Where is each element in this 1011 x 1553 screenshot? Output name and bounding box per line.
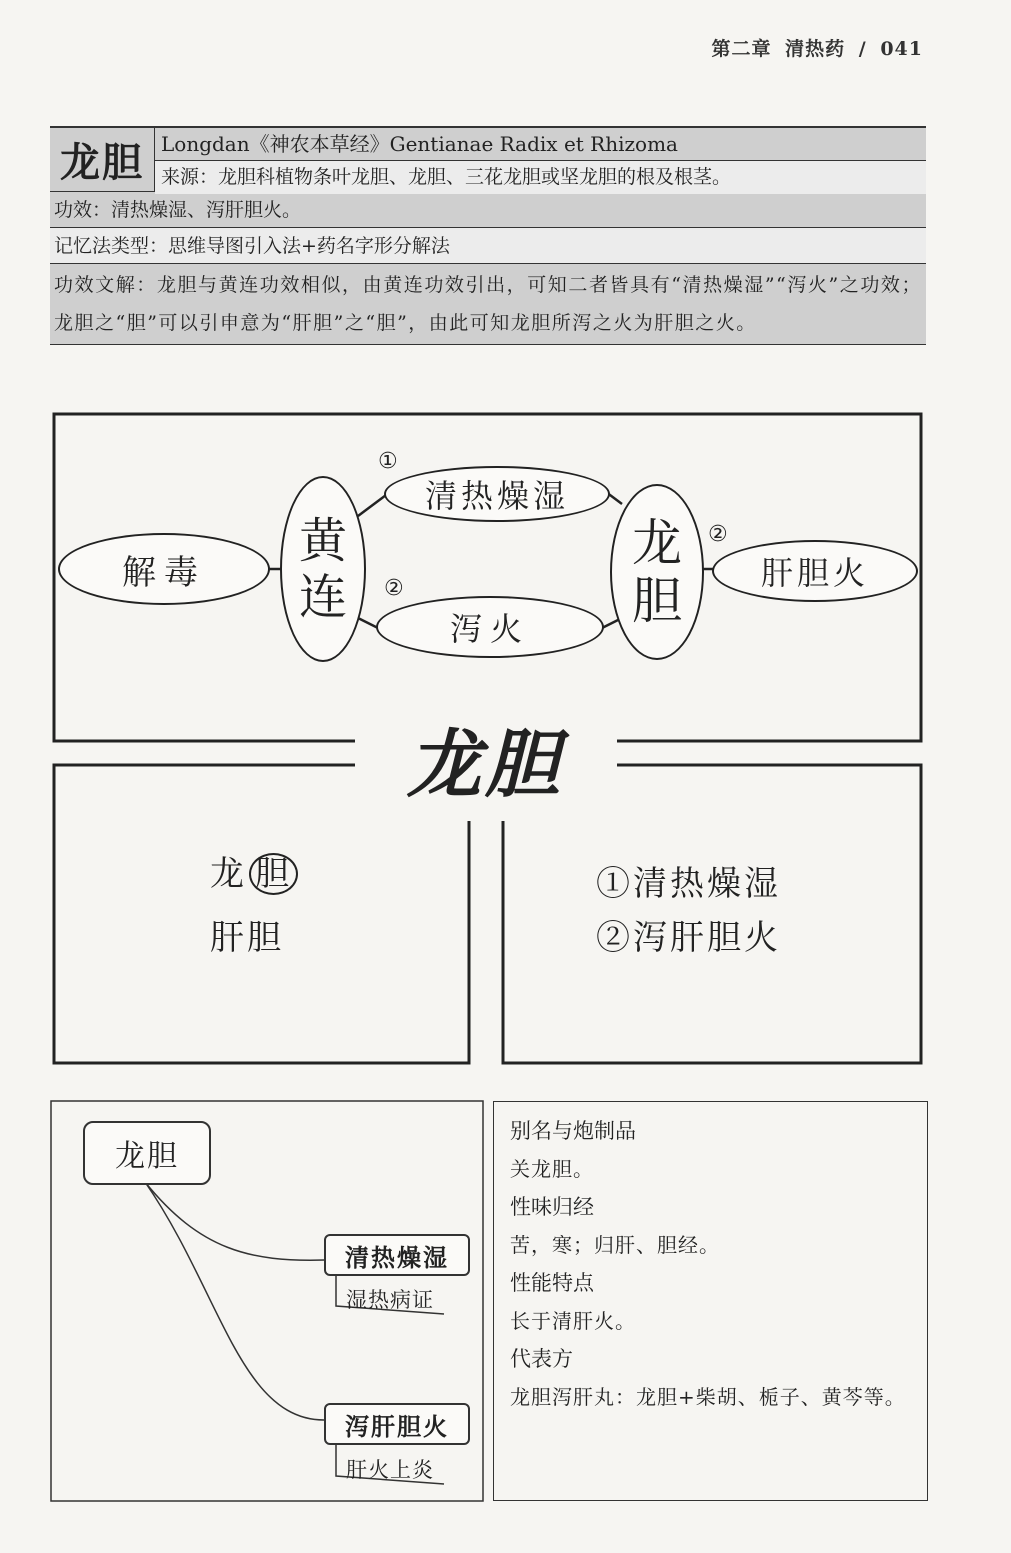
num-top: ① <box>378 449 398 474</box>
herb-name: 龙胆 <box>50 128 155 191</box>
efficacy-row: 功效：清热燥湿、泻肝胆火。 <box>50 192 926 228</box>
section-label: 清热药 <box>785 38 846 60</box>
formula-heading: 代表方 <box>510 1347 573 1371</box>
chapter-label: 第二章 <box>711 38 772 60</box>
node-ganfdanhuo: 肝胆火 <box>712 540 918 602</box>
taste-heading: 性味归经 <box>510 1195 594 1219</box>
latin-name-line: Longdan《神农本草经》Gentianae Radix et Rhizoma <box>155 128 926 161</box>
page-number: 041 <box>880 38 923 60</box>
tree-root: 龙胆 <box>83 1121 211 1185</box>
node-huanglian <box>280 476 366 662</box>
header-separator: / <box>858 38 867 60</box>
function-line-1: ①清热燥湿 <box>596 864 781 904</box>
feature-text: 长于清肝火。 <box>510 1309 636 1333</box>
explanation-row: 功效文解：龙胆与黄连功效相似，由黄连功效引出，可知二者皆具有“清热燥湿”“泻火”之功效；龙胆之“胆”可以引申意为“肝胆”之“胆”，由此可知龙胆所泻之火为肝胆之火。 <box>50 264 926 345</box>
tree-branch-1-sub: 湿热病证 <box>346 1288 434 1312</box>
node-huanglian-char2: 连 <box>298 569 347 625</box>
node-longdan <box>610 484 704 660</box>
alias-heading: 别名与炮制品 <box>510 1119 636 1143</box>
node-jiedu: 解毒 <box>58 533 270 605</box>
node-longdan-char2: 胆 <box>632 572 682 630</box>
alias-text: 关龙胆。 <box>510 1157 594 1181</box>
formula-text: 龙胆泻肝丸：龙胆+柴胡、栀子、黄芩等。 <box>510 1385 906 1409</box>
decomp-char2-circled: 胆 <box>249 853 298 895</box>
node-xiehuo: 泻火 <box>376 596 604 658</box>
info-panel <box>493 1101 928 1501</box>
tree-branch-1: 清热燥湿 <box>324 1234 470 1276</box>
taste-text: 苦，寒；归肝、胆经。 <box>510 1233 720 1257</box>
decomp-char1: 龙 <box>210 854 247 894</box>
big-title: 龙胆 <box>360 706 610 812</box>
decomposition-line <box>210 846 298 895</box>
decomp-meaning: 肝胆 <box>210 918 284 958</box>
tree-branch-2: 泻肝胆火 <box>324 1403 470 1445</box>
num-right: ② <box>708 522 728 547</box>
feature-heading: 性能特点 <box>510 1271 594 1295</box>
node-qingre-zaoshi: 清热燥湿 <box>384 466 610 522</box>
function-line-2: ②泻肝胆火 <box>596 918 781 958</box>
num-bottom: ② <box>384 576 404 601</box>
source-line: 来源：龙胆科植物条叶龙胆、龙胆、三花龙胆或坚龙胆的根及根茎。 <box>155 161 926 194</box>
node-longdan-char1: 龙 <box>632 514 682 572</box>
node-huanglian-char1: 黄 <box>298 513 347 569</box>
tree-branch-2-sub: 肝火上炎 <box>346 1458 434 1482</box>
memory-type-row: 记忆法类型：思维导图引入法+药名字形分解法 <box>50 228 926 264</box>
